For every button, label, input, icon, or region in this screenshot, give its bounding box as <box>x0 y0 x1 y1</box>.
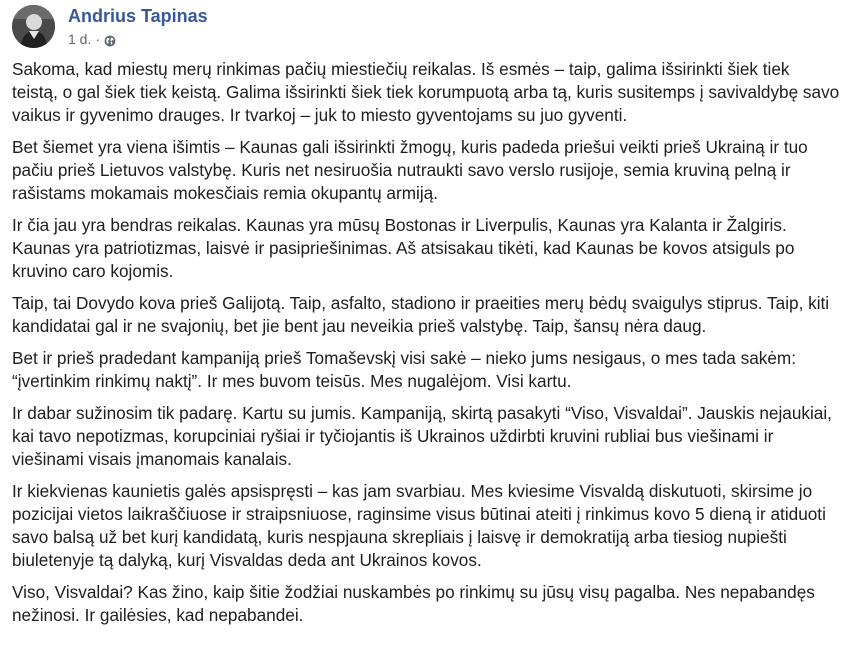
profile-photo-icon <box>12 5 55 48</box>
post-paragraph: Ir čia jau yra bendras reikalas. Kaunas yra mūsų Bostonas ir Liverpulis, Kaunas yra Kalanta ir Žalgiris. Kaunas yra patriotizmas, laisvė ir pasipriešinimas. Aš atsisakau tikėti, kad Kaunas be kovos atsiguls po kruvino caro kojomis. <box>12 215 795 281</box>
post-paragraph: Viso, Visvaldai? Kas žino, kaip šitie žodžiai nuskambės po rinkimų su jūsų visų pagalba. Nes nepabandęs nežinosi. Ir gailėsies, kad nepabandei. <box>12 582 815 625</box>
post-timestamp-link[interactable]: 1 d. <box>68 31 92 47</box>
post-paragraph: Ir dabar sužinosim tik padarę. Kartu su jumis. Kampaniją, skirtą pasakyti “Viso, Visvaldai”. Jauskis nejaukiai, kai tavo nepotizmas, korupciniai ryšiai ir tyčiojantis iš Ukrainos uždirbti kruvini rubliai bus viešinami ir viešinami visais įmanomais kanalais. <box>12 403 832 469</box>
post-paragraph: Sakoma, kad miestų merų rinkimas pačių miestiečių reikalas. Iš esmės – taip, galima išsirinkti šiek tiek teistą, o gal šiek tiek keistą. Galima išsirinkti šiek tiek korumpuotą arba tą, kuris susitemps į savivaldybę savo vaikus ir gyvenimo drauges. Ir tvarkoj – juk to miesto gyventojams su juo gyventi. <box>12 59 840 125</box>
author-name-link[interactable]: Andrius Tapinas <box>68 6 208 26</box>
post-subline <box>68 30 208 48</box>
post-body <box>12 58 840 627</box>
post-paragraph: Bet ir prieš pradedant kampaniją prieš Tomaševskį visi sakė – nieko jums nesigaus, o mes tada sakėm: “įvertinkim rinkimų naktį”. Ir mes buvom teisūs. Mes nugalėjom. Visi kartu. <box>12 348 796 391</box>
post-header <box>12 0 840 58</box>
meta-separator: · <box>95 31 101 47</box>
globe-icon[interactable] <box>104 33 116 45</box>
post-paragraph: Taip, tai Dovydo kova prieš Galijotą. Taip, asfalto, stadiono ir praeities merų bėdų svaigulys stiprus. Taip, kiti kandidatai gal ir ne svajonių, bet jie bent jau neveikia prieš valstybę. Taip, šansų nėra daug. <box>12 293 830 336</box>
author-avatar[interactable] <box>12 5 55 48</box>
post-paragraph: Ir kiekvienas kaunietis galės apsispręsti – kas jam svarbiau. Mes kviesime Visvaldą diskutuoti, skirsime jo pozicijai vietos laikraščiuose ir straipsniuose, raginsime visus būtinai ateiti į rinkimus kovo 5 dieną ir atiduoti savo balsą už bet kurį kandidatą, kuris nespjauna skrepliais į laisvę ir demokratiją arba tiesiog nupiešti biuletenyje tą dalyką, kurį Visvaldas deda ant Ukrainos kovos. <box>12 481 826 570</box>
post-meta <box>68 5 208 48</box>
post-paragraph: Bet šiemet yra viena išimtis – Kaunas gali išsirinkti žmogų, kuris padeda priešui veikti prieš Ukrainą ir tuo pačiu prieš Lietuvos valstybę. Kuris net nesiruošia nutraukti savo verslo rusijoje, semia kruviną pelną ir rašistams mokamais mokesčiais remia okupantų armiją. <box>12 137 808 203</box>
